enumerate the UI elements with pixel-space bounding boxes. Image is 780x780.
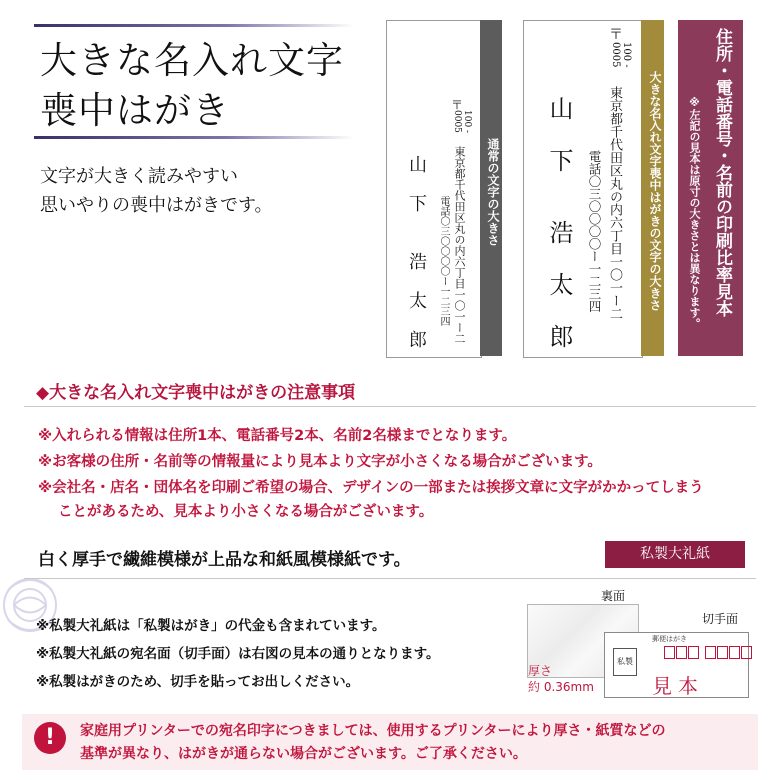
note-item-3: ※会社名・店名・団体名を印刷ご希望の場合、デザインの一部または挨拶文章に文字がかかってしまう xyxy=(38,480,704,496)
normal-phone: 電話〇三〇〇〇〇ー一二三四 xyxy=(438,196,449,326)
washi-note-2: ※私製大礼紙の宛名面（切手面）は右図の見本の通りとなります。 xyxy=(36,646,440,662)
normal-postal-code: 100 - 0005 xyxy=(452,110,472,134)
postcard-header: 郵便はがき xyxy=(652,635,687,643)
washi-note-1: ※私製大礼紙は「私製はがき」の代金も含まれています。 xyxy=(36,618,386,634)
washi-badge: 私製大礼紙 xyxy=(605,541,745,568)
large-size-tag: 大きな名入れ文字喪中はがきの文字の大きさ xyxy=(641,20,664,356)
thickness-label: 厚さ xyxy=(528,664,553,678)
large-phone: 電話〇三〇〇〇〇ー一二三四 xyxy=(587,150,602,313)
large-name-given: 浩 太 郎 xyxy=(545,220,573,348)
large-name-family: 山 下 xyxy=(545,96,573,172)
normal-name-family: 山 下 xyxy=(406,155,427,212)
note-item-1: ※入れられる情報は住所1本、電話番号2本、名前2名様までとなります。 xyxy=(38,428,517,444)
ratio-label-sub: ※左記の見本は原寸の大きさとは異なります。 xyxy=(688,96,701,329)
front-side-label: 切手面 xyxy=(702,612,739,626)
title-bottom-rule xyxy=(34,136,354,139)
normal-address: 東京都千代田区丸の内六丁目一〇一ー二 xyxy=(453,146,466,344)
intro-line2: 思いやりの喪中はがきです。 xyxy=(40,195,273,216)
intro-line1: 文字が大きく読みやすい xyxy=(40,166,238,187)
title-top-rule xyxy=(34,24,354,27)
note-item-3-continued: ことがあるため、見本より小さくなる場合がございます。 xyxy=(58,504,434,520)
large-address: 東京都千代田区丸の内六丁目一〇一ー二 xyxy=(607,86,622,320)
notes-divider xyxy=(24,406,756,407)
page-title-line1: 大きな名入れ文字 xyxy=(40,39,344,82)
sample-watermark: 見本 xyxy=(652,674,704,698)
large-postal-mark: 〒 xyxy=(609,27,623,43)
warning-line2: 基準が異なり、はがきが通らない場合がございます。ご了承ください。 xyxy=(80,746,527,762)
stamp-box: 私製 xyxy=(613,648,637,676)
warning-icon: ! xyxy=(34,722,66,754)
normal-sample-card xyxy=(386,20,482,358)
normal-size-tag: 通常の文字の大きさ xyxy=(480,20,502,356)
washi-heading: 白く厚手で繊維模様が上品な和紙風模様紙です。 xyxy=(38,550,411,570)
warning-line1: 家庭用プリンターでの宛名印字につきましては、使用するプリンターにより厚さ・紙質などの xyxy=(80,723,666,739)
ratio-label-main: 住所・電話番号・名前の印刷比率見本 xyxy=(712,28,732,317)
postal-code-boxes xyxy=(664,646,752,659)
large-postal-code: 100 - 0005 xyxy=(610,42,632,68)
normal-postal-mark: 〒 xyxy=(451,98,464,112)
washi-note-3: ※私製はがきのため、切手を貼ってお出しください。 xyxy=(36,674,360,690)
back-side-label: 裏面 xyxy=(601,589,626,603)
thickness-value: 約 0.36mm xyxy=(528,680,594,694)
note-item-2: ※お客様の住所・名前等の情報量により見本より文字が小さくなる場合がございます。 xyxy=(38,454,602,470)
page-title-line2: 喪中はがき xyxy=(40,89,230,132)
normal-name-given: 浩 太 郎 xyxy=(406,252,427,348)
notes-heading: ◆大きな名入れ文字喪中はがきの注意事項 xyxy=(36,383,356,403)
washi-divider xyxy=(24,578,756,579)
